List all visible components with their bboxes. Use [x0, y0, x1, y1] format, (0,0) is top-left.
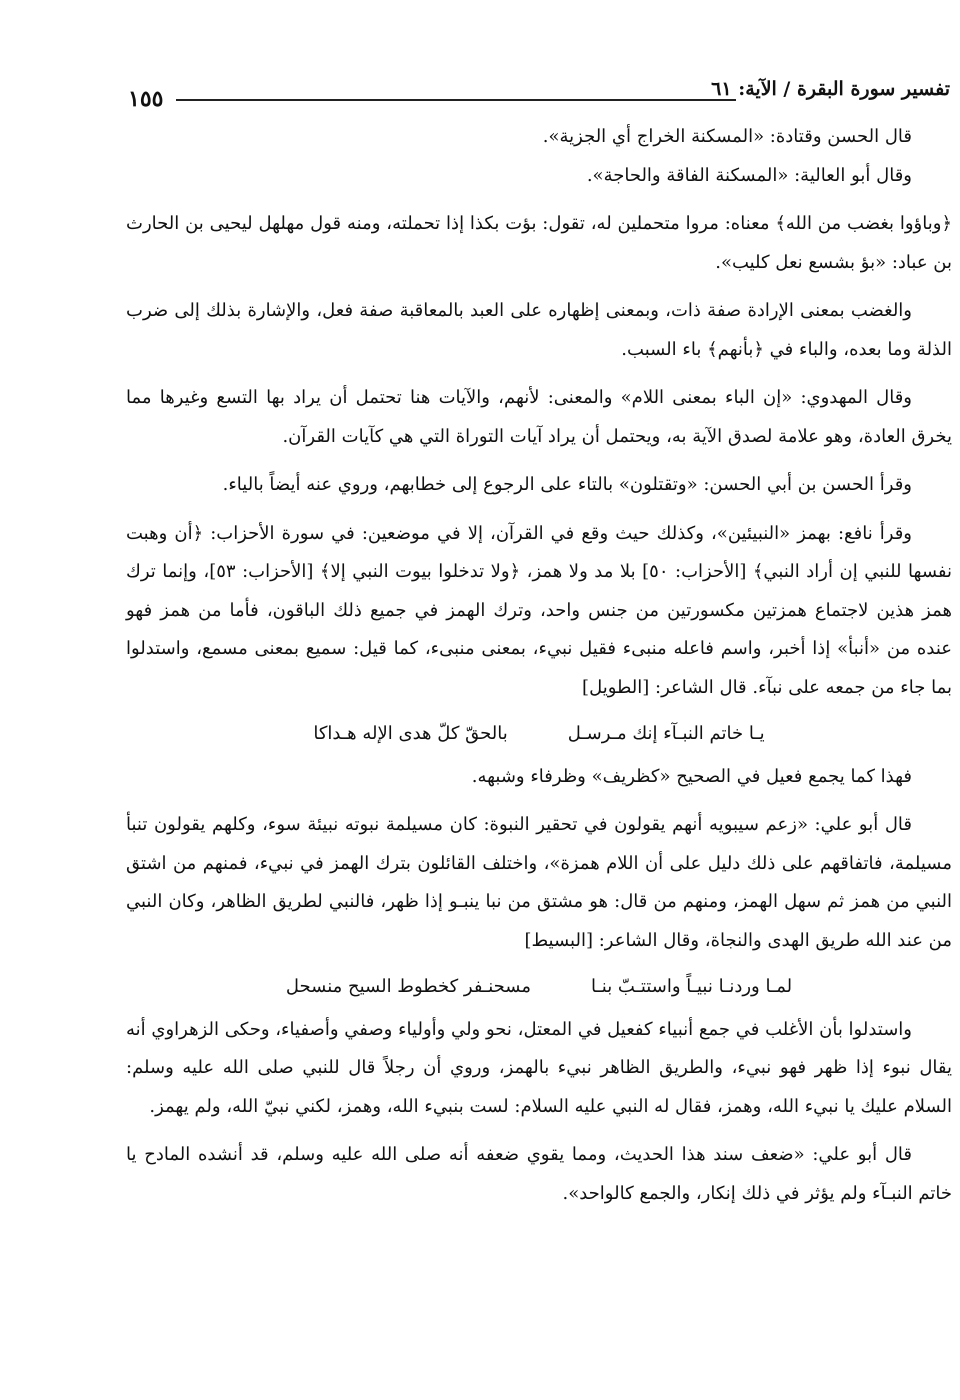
paragraph: وقرأ نافع: بهمز «النبيئين»، وكذلك حيث وقع في القرآن، إلا في موضعين: في سورة الأحزاب: ﴿أن وهبت نفسها للنبي إن أراد النبي﴾ [الأحزاب: ٥٠] بلا مد ولا همز، ﴿ولا تدخلوا بيوت النبي إلا﴾ [الأحزاب: ٥٣]، وإنما ترك همز هذين لاجتماع همزتين مكسورتين من جنس واحد، وترك الهمز في جميع ذلك الباقون، فأما من همز فهو عنده من «أنبأ» إذا أخبر، واسم فاعله منبىء فقيل نبيء، بمعنى منبىء، كما قيل: سميع بمعنى مسمع، واستدلوا بما جاء من جمعه على نبآء. قال الشاعر: [الطويل]: [126, 522, 952, 698]
body-text: [126, 118, 952, 1213]
paragraph: وقال المهدوي: «إن الباء بمعنى اللام» والمعنى: لأنهم، والآيات هنا تحتمل أن يراد بها التسع وغيرها مما يخرق العادة، وهو علامة لصدق الآية به، ويحتمل أن يراد آيات التوراة التي هي كآيات القرآن.: [126, 387, 952, 447]
page-number: ١٥٥: [128, 86, 164, 112]
running-title: تفسير سورة البقرة / الآية: ٦١: [711, 78, 950, 100]
verse-first-hemistich: لمـا وردنـا نبيـاً واستتـبّ بنـا: [591, 976, 793, 997]
header-rule: [176, 99, 736, 101]
paragraph: قال الحسن وقتادة: «المسكنة الخراج أي الجزية».: [542, 126, 912, 147]
verse-first-hemistich: يـا خاتم النبـآء إنك مـرسـل: [567, 723, 765, 744]
paragraph: وقال أبو العالية: «المسكنة الفاقة والحاجة».: [586, 164, 912, 186]
verse-second-hemistich: مسحنـفر كخطوط السيح منسحل: [285, 976, 531, 997]
paragraph: واستدلوا بأن الأغلب في جمع أنبياء كفعيل في المعتل، نحو ولي وأولياء وصفي وأصفياء، وحكى الزهراوي أنه يقال نبوء إذا ظهر فهو نبيء، والطريق الظاهر نبيء بالهمز، وروي أن رجلاً قال للنبي صلى الله عليه وسلم: السلام عليك يا نبيء الله، وهمز، فقال له النبي عليه السلام: لست بنبيء الله، وهمز، لكني نبيّ الله، ولم يهمز.: [126, 1018, 952, 1117]
paragraph: والغضب بمعنى الإرادة صفة ذات، وبمعنى إظهاره على العبد بالمعاقبة صفة فعل، والإشارة بذلك إلى ضرب الذلة وما بعده، والباء في ﴿بأنهم﴾ باء السبب.: [126, 300, 952, 360]
verse-second-hemistich: بالحقّ كلّ هدى الإله هـداكا: [313, 723, 508, 744]
paragraph: قال أبو علي: «زعم سيبويه أنهم يقولون في تحقير النبوة: كان مسيلمة نبوته نبيئة سوء، وكلهم يقولون تنبأ مسيلمة، فاتفاقهم على ذلك دليل على أن اللام همزة»، واختلف القائلون بترك الهمز في نبيء، فمنهم من اشتق النبي من همز ثم سهل الهمز، ومنهم من قال: هو مشتق من نبا ينبـو إذا ظهر، فالنبي لطريق الظاهر، وكان النبي من عند الله طريق الهدى والنجاة، وقال الشاعر: [البسيط]: [126, 814, 952, 951]
paragraph: فهذا كما يجمع فعيل في الصحيح «كظريف» وظرفاء وشبهه.: [471, 765, 912, 787]
running-header: [120, 70, 950, 114]
paragraph: ﴿وباؤوا بغضب من الله﴾ معناه: مروا متحملين له، تقول: بؤت بكذا إذا تحملته، ومنه قول مهلهل ليحيى بن الحارث بن عباد: «بؤ بشسع نعل كليب».: [126, 213, 952, 273]
paragraph: وقرأ الحسن بن أبي الحسن: «وتقتلون» بالتاء على الرجوع إلى خطابهم، وروي عنه أيضاً بالياء.: [222, 474, 912, 495]
poetry-verse: [126, 968, 952, 1007]
poetry-verse: [126, 715, 952, 754]
paragraph: قال أبو علي: «ضعف سند هذا الحديث، ومما يقوي ضعفه أنه صلى الله عليه وسلم، قد أنشده المادح يا خاتم النبـآء ولم يؤثر في ذلك إنكار، والجمع كالواحد».: [126, 1144, 952, 1204]
